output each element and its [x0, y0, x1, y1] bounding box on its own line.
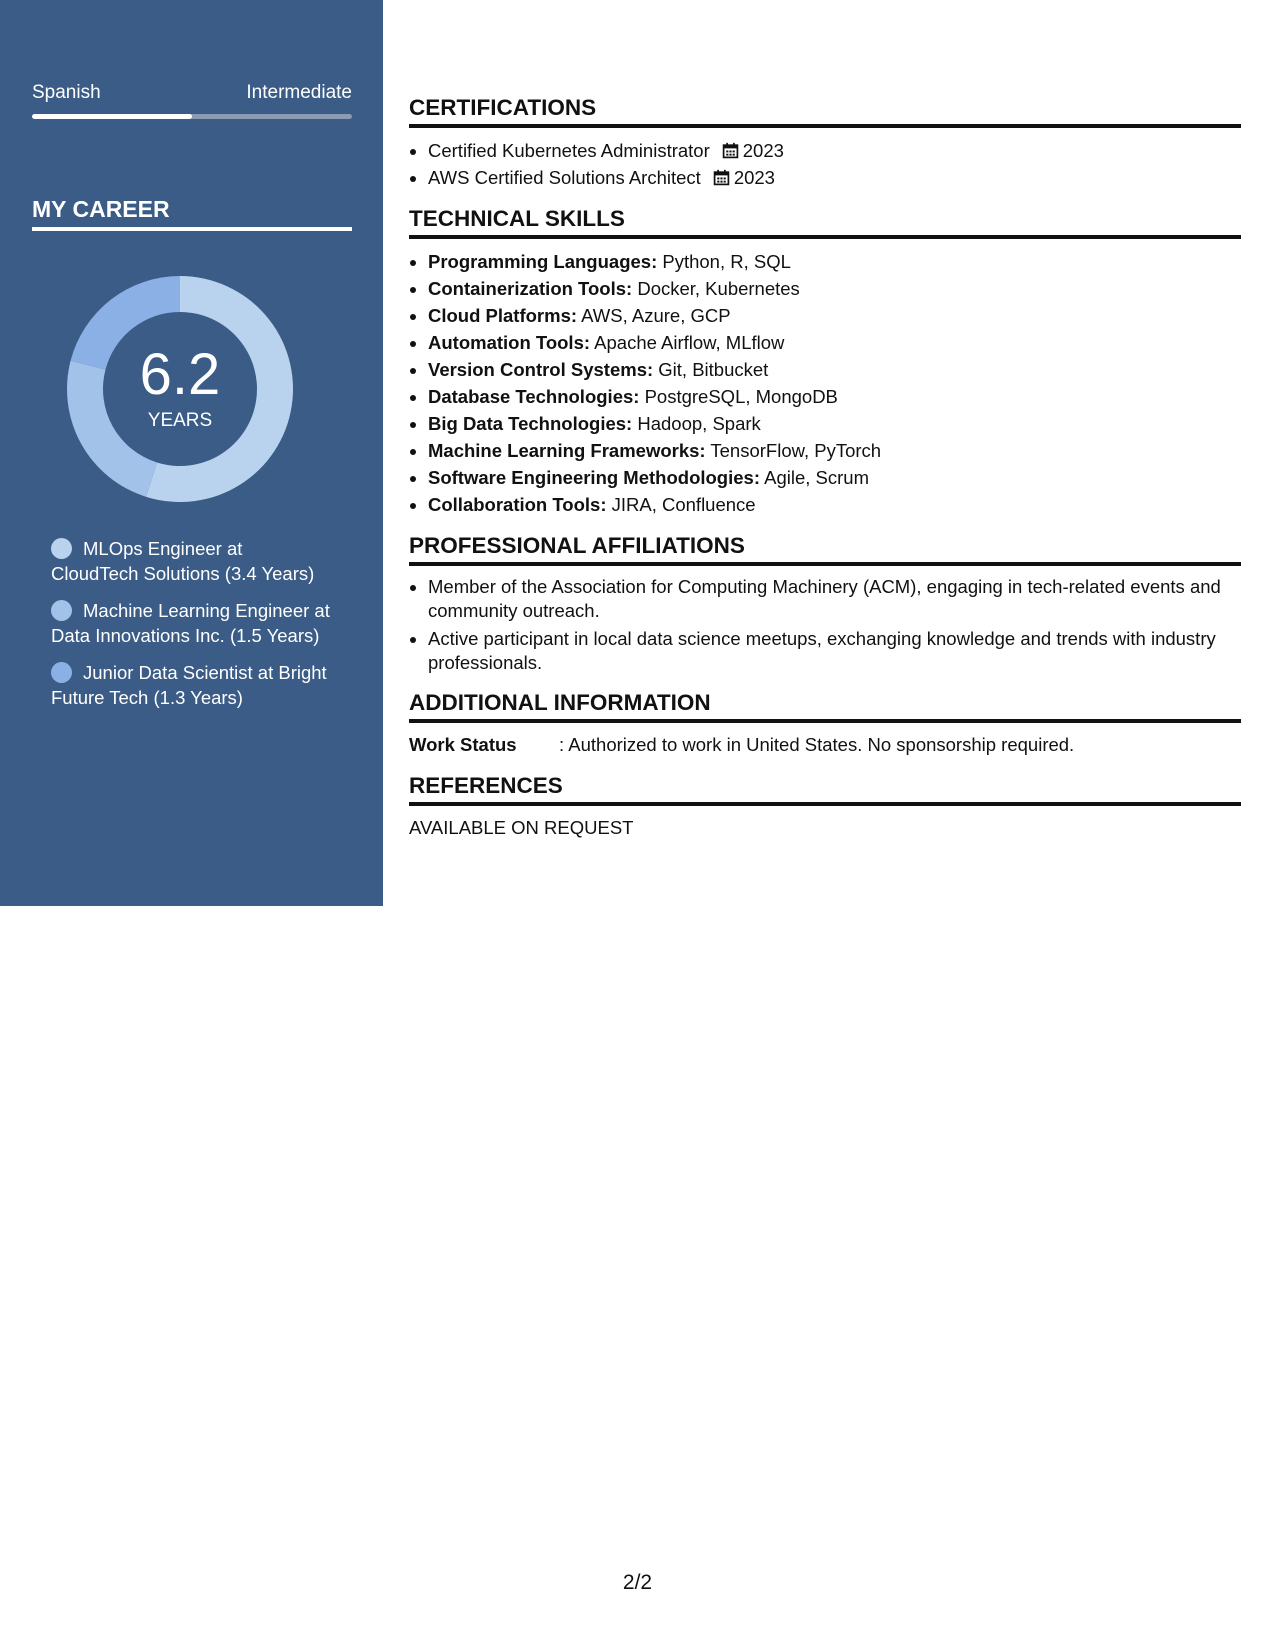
career-total-value: 6.2 [139, 342, 221, 407]
skill-values: TensorFlow, PyTorch [705, 440, 882, 461]
section-divider [409, 719, 1241, 723]
section-title: PROFESSIONAL AFFILIATIONS [409, 533, 745, 558]
skill-category: Cloud Platforms: [428, 305, 578, 326]
skill-values: AWS, Azure, GCP [577, 305, 731, 326]
skill-item [428, 383, 1241, 410]
skill-values: Apache Airflow, MLflow [590, 332, 785, 353]
skill-values: Hadoop, Spark [632, 413, 761, 434]
skill-category: Version Control Systems: [428, 359, 654, 380]
skill-item [428, 491, 1241, 518]
affiliation-item: • Active participant in local data science meetups, exchanging knowledge and trends with industry professionals. [428, 627, 1241, 675]
skill-item [428, 464, 1241, 491]
language-row [32, 82, 352, 104]
skill-category: Big Data Technologies: [428, 413, 633, 434]
section-divider [409, 124, 1241, 128]
additional-info-section [409, 689, 1241, 758]
legend-dot-icon [51, 600, 72, 621]
certification-name: Certified Kubernetes Administrator [428, 140, 710, 161]
references-text: AVAILABLE ON REQUEST [409, 817, 634, 838]
legend-dot-icon [51, 662, 72, 683]
career-total-unit: YEARS [147, 410, 213, 431]
skill-values: Git, Bitbucket [653, 359, 769, 380]
career-role-text: Machine Learning Engineer at Data Innovations Inc. (1.5 Years) [51, 600, 330, 646]
career-divider [32, 227, 352, 231]
skill-item [428, 302, 1241, 329]
certification-year: 2023 [742, 140, 784, 161]
skill-category: Machine Learning Frameworks: [428, 440, 706, 461]
work-status-label: Work Status [409, 734, 517, 755]
technical-skills-list [409, 248, 1241, 518]
section-divider [409, 235, 1241, 239]
affiliations-list [409, 575, 1241, 675]
career-role-item [51, 536, 331, 586]
section-title: TECHNICAL SKILLS [409, 206, 625, 231]
certification-item [428, 137, 1241, 164]
main-content [409, 94, 1241, 855]
skill-item [428, 437, 1241, 464]
language-proficiency-fill [32, 114, 192, 119]
career-role-text: MLOps Engineer at CloudTech Solutions (3.4 Years) [51, 538, 315, 584]
references-section [409, 772, 1241, 841]
skill-values: Docker, Kubernetes [632, 278, 800, 299]
page-number: 2/2 [622, 1571, 653, 1594]
section-divider [409, 802, 1241, 806]
skill-category: Automation Tools: [428, 332, 591, 353]
technical-skills-section [409, 205, 1241, 518]
skill-category: Containerization Tools: [428, 278, 633, 299]
language-level: Intermediate [246, 82, 352, 103]
skill-values: Python, R, SQL [657, 251, 791, 272]
certification-name: AWS Certified Solutions Architect [428, 167, 701, 188]
work-status-row [409, 732, 1241, 758]
legend-dot-icon [51, 538, 72, 559]
skill-category: Programming Languages: [428, 251, 658, 272]
section-title: CERTIFICATIONS [409, 95, 597, 120]
section-title: ADDITIONAL INFORMATION [409, 690, 711, 715]
career-role-item [51, 660, 331, 710]
affiliation-item: • Member of the Association for Computing Machinery (ACM), engaging in tech-related events and community outreach. [428, 575, 1241, 623]
certification-item [428, 164, 1241, 191]
section-title: REFERENCES [409, 773, 563, 798]
language-proficiency-bar [32, 114, 352, 119]
skill-item [428, 356, 1241, 383]
skill-values: PostgreSQL, MongoDB [639, 386, 838, 407]
skill-item [428, 275, 1241, 302]
career-title: MY CAREER [32, 196, 170, 222]
career-role-text: Junior Data Scientist at Bright Future Tech (1.3 Years) [51, 662, 327, 708]
skill-item [428, 248, 1241, 275]
skill-values: Agile, Scrum [760, 467, 869, 488]
calendar-icon [722, 142, 739, 159]
skill-values: JIRA, Confluence [606, 494, 756, 515]
skill-category: Database Technologies: [428, 386, 640, 407]
section-divider [409, 562, 1241, 566]
career-roles-list [51, 536, 331, 722]
sidebar [0, 0, 383, 906]
skill-item [428, 410, 1241, 437]
language-name: Spanish [32, 82, 101, 103]
career-role-item [51, 598, 331, 648]
work-status-value: : Authorized to work in United States. No sponsorship required. [559, 734, 1075, 755]
skill-item [428, 329, 1241, 356]
certification-year: 2023 [733, 167, 775, 188]
certifications-list [409, 137, 1241, 191]
certifications-section [409, 94, 1241, 191]
affiliations-section [409, 532, 1241, 675]
skill-category: Collaboration Tools: [428, 494, 607, 515]
skill-category: Software Engineering Methodologies: [428, 467, 760, 488]
calendar-icon [713, 169, 730, 186]
